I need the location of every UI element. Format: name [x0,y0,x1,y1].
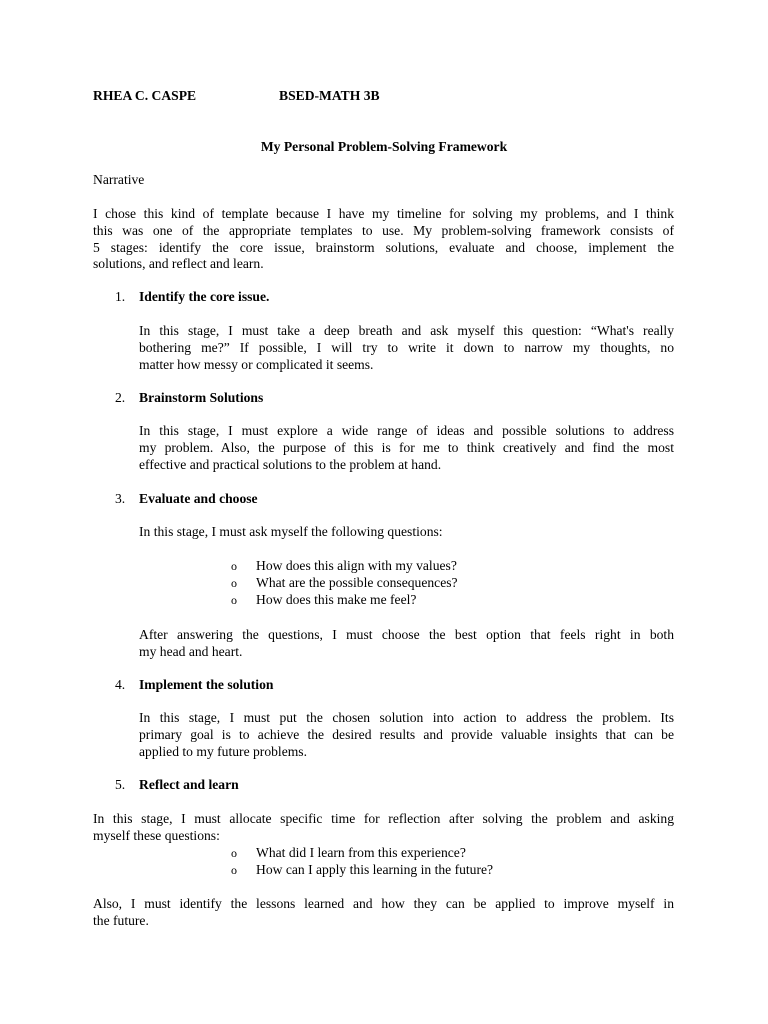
stage-5-body [93,811,674,845]
closing-paragraph [93,896,674,930]
stage-number: 5. [115,777,126,792]
intro-line: solutions, and reflect and learn. [93,256,264,272]
body-line: After answering the questions, I must choose the best option that feels right in both [139,627,674,642]
body-line: In this stage, I must explore a wide range of ideas and possible solutions to address [139,423,674,438]
body-line: In this stage, I must put the chosen solution into action to address the problem. Its [139,710,674,725]
stage-title: Evaluate and choose [139,491,258,506]
list-item [0,575,768,592]
bullet-circle-icon: o [231,559,237,573]
body-line: In this stage, I must take a deep breath and ask myself this question: “What's really [139,323,674,338]
body-line: effective and practical solutions to the problem at hand. [139,456,442,472]
stage-1-body [139,323,674,373]
body-line: In this stage, I must allocate specific time for reflection after solving the problem and asking [93,811,674,826]
stage-title: Identify the core issue. [139,289,270,304]
bullet-circle-icon: o [231,846,237,860]
question-text: How does this align with my values? [256,558,457,573]
question-text: What are the possible consequences? [256,575,458,590]
stage-number: 2. [115,390,126,405]
closing-line: the future. [93,912,149,928]
stage-3-body: In this stage, I must ask myself the following questions: [139,524,443,539]
stage-number: 3. [115,491,126,506]
body-line: myself these questions: [93,827,220,843]
narrative-heading: Narrative [93,172,145,187]
bullet-circle-icon: o [231,593,237,607]
stage-title: Brainstorm Solutions [139,390,264,405]
body-line: my head and heart. [139,643,243,659]
body-line: applied to my future problems. [139,743,307,759]
intro-line: I chose this kind of template because I have my timeline for solving my problems, and I think [93,206,674,221]
list-item [0,558,768,575]
author-name: RHEA C. CASPE [93,88,197,103]
stage-title: Implement the solution [139,677,274,692]
body-line: primary goal is to achieve the desired results and provide valuable insights that can be [139,726,674,742]
stage-4-body [139,710,674,760]
question-text: How can I apply this learning in the future? [256,862,494,877]
list-item [0,862,768,879]
question-text: How does this make me feel? [256,592,417,607]
intro-paragraph [93,206,674,273]
bullet-circle-icon: o [231,576,237,590]
intro-line: this was one of the appropriate templates to use. My problem-solving framework consists of [93,222,674,238]
stage-title: Reflect and learn [139,777,239,792]
intro-line: 5 stages: identify the core issue, brainstorm solutions, evaluate and choose, implement the [93,239,674,255]
stage-3-after [139,627,674,661]
question-text: What did I learn from this experience? [256,845,466,860]
body-line: my problem. Also, the purpose of this is for me to think creatively and find the most [139,439,674,455]
stage-2-body [139,423,674,473]
body-line: bothering me?” If possible, I will try to write it down to narrow my thoughts, no [139,339,674,355]
list-item [0,845,768,862]
document-title: My Personal Problem-Solving Framework [260,139,508,154]
stage-5-question-list [0,845,768,879]
list-item [0,592,768,609]
bullet-circle-icon: o [231,863,237,877]
body-line: matter how messy or complicated it seems. [139,356,374,372]
stage-3-question-list [0,558,768,609]
closing-line: Also, I must identify the lessons learned and how they can be applied to improve myself in [93,896,674,911]
program-label: BSED-MATH 3B [279,88,380,103]
stage-number: 1. [115,289,126,304]
stage-number: 4. [115,677,126,692]
